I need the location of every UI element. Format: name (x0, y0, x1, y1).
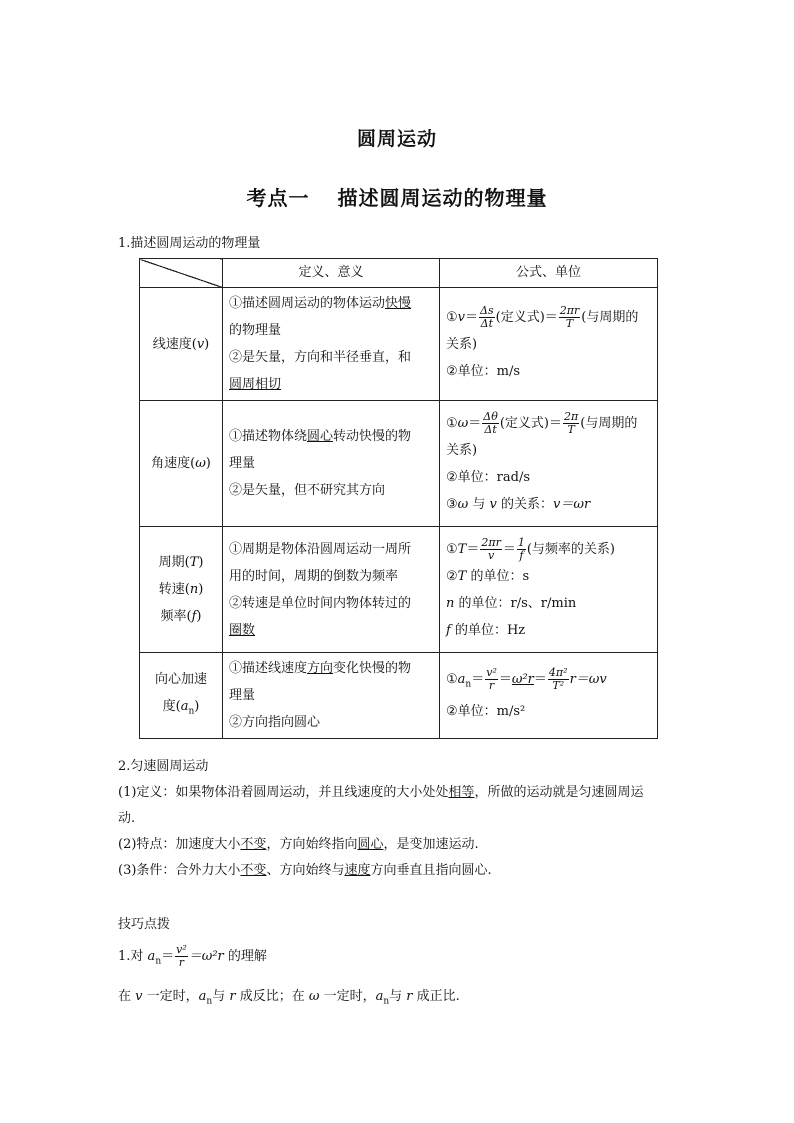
column-header-definition: 定义、意义 (223, 259, 440, 288)
paragraph-definition: (1)定义：如果物体沿着圆周运动，并且线速度的大小处处相等，所做的运动就是匀速圆周运 动. (118, 785, 644, 826)
tip-explanation: 在 v 一定时，$a_n$与 r 成反比；在 ω 一定时，$a_n$与 r 成正比. (118, 989, 460, 1007)
diagonal-header-cell (140, 259, 223, 288)
tips-heading: 技巧点拨 (118, 917, 171, 932)
section-heading-uniform-motion: 2.匀速圆周运动 (118, 759, 209, 774)
formula-cell: $①a_n=$ $\frac{\text{v²}}{r}$ ＝ω²r＝ $\frac{\text{4π²}}{\text{T²}}$ r＝ωv ②单位：m/s² (440, 653, 658, 739)
definition-cell: ①描述物体绕圆心转动快慢的物 理量 ②是矢量，但不研究其方向 (223, 401, 440, 527)
formula-cell: ①ω＝ $\frac{\Delta\theta}{\Delta t}$ (定义式)＝ $\frac{2\pi}{T}$ (与周期的 关系) ②单位：rad/s ③ω 与 v 的关系：v＝ωr (440, 401, 658, 527)
definition-cell: ①描述圆周运动的物体运动快慢 的物理量 ②是矢量，方向和半径垂直，和 圆周相切 (223, 288, 440, 401)
quantity-cell: 周期(T) 转速(n) 频率(f) (140, 527, 223, 653)
quantities-table (139, 258, 658, 739)
table-row (140, 653, 658, 739)
table-row (140, 527, 658, 653)
table-header-row (140, 259, 658, 288)
topic-title: 描述圆周运动的物理量 (337, 186, 548, 210)
definition-cell: ①周期是物体沿圆周运动一周所 用的时间，周期的倒数为频率 ②转速是单位时间内物体转过的 圈数 (223, 527, 440, 653)
quantity-cell: 线速度(v) (140, 288, 223, 401)
formula-cell: ①v＝ $\frac{\Delta s}{\Delta t}$ (定义式)＝ $\frac{2\pi r}{T}$ (与周期的 关系) ②单位：m/s (440, 288, 658, 401)
tip-item-1: 1.对 $a_n=$ $\frac{\text{v²}}{r}$ ＝ω²r 的理解 (118, 943, 267, 969)
paragraph-conditions: (3)条件：合外力大小不变、方向始终与速度方向垂直且指向圆心. (118, 863, 492, 878)
definition-cell: ①描述线速度方向变化快慢的物 理量 ②方向指向圆心 (223, 653, 440, 739)
formula-cell: ①T＝ $\frac{2\pi r}{v}$ ＝ $\frac{1}{f}$ (与频率的关系) ②T 的单位：s n 的单位：r/s、r/min f 的单位：Hz (440, 527, 658, 653)
column-header-formula: 公式、单位 (440, 259, 658, 288)
table-row (140, 288, 658, 401)
section-heading-quantities: 1.描述圆周运动的物理量 (118, 236, 261, 251)
table-row (140, 401, 658, 527)
topic-number: 考点一 (246, 186, 310, 210)
quantity-cell: 角速度(ω) (140, 401, 223, 527)
quantity-cell: 向心加速 度$(a_n)$ (140, 653, 223, 739)
paragraph-features: (2)特点：加速度大小不变，方向始终指向圆心，是变加速运动. (118, 837, 479, 852)
topic-heading (0, 182, 794, 211)
page-title: 圆周运动 (356, 128, 437, 150)
